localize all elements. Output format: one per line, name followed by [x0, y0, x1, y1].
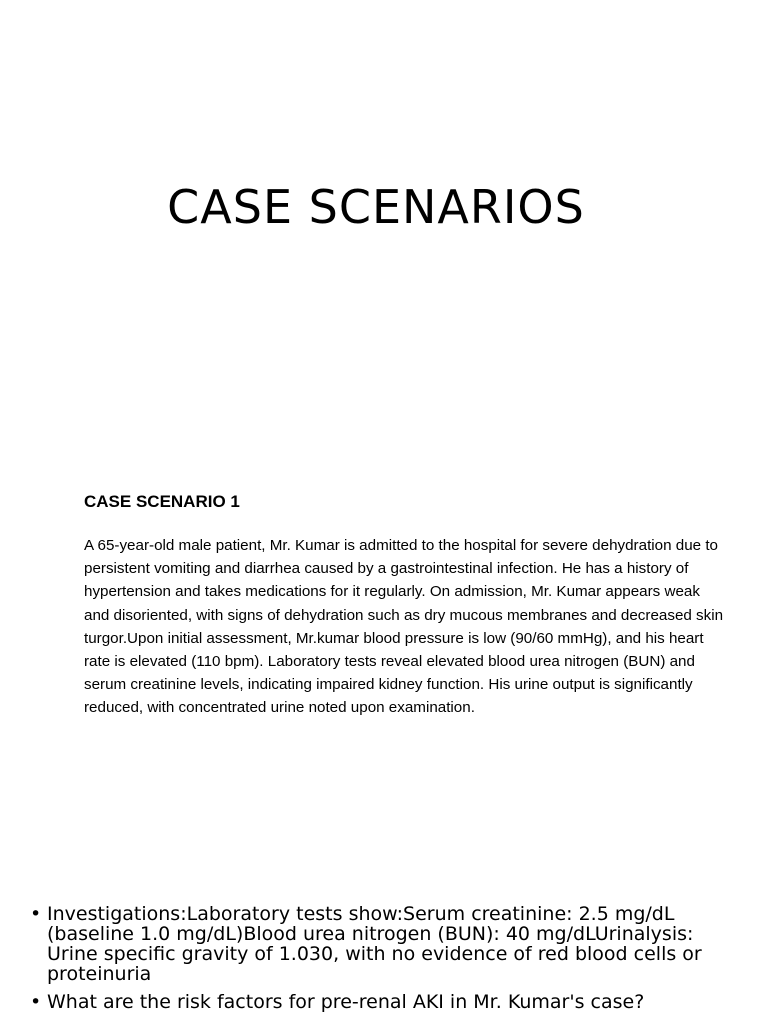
bullet-item-question	[30, 992, 730, 1012]
case-heading: CASE SCENARIO 1	[84, 492, 240, 511]
bullet-text: What are the risk factors for pre-renal AKI in Mr. Kumar's case?	[47, 991, 645, 1013]
bullet-text: Investigations:Laboratory tests show:Serum creatinine: 2.5 mg/dL (baseline 1.0 mg/dL)Blood urea nitrogen (BUN): 40 mg/dLUrinalysis: Urine specific gravity of 1.030, with no evidence of red blood cells or proteinuria	[47, 903, 702, 985]
bullet-list	[30, 904, 730, 1020]
slide-title: CASE SCENARIOS	[167, 180, 585, 234]
bullet-icon: •	[30, 991, 42, 1013]
bullet-item-investigations	[30, 904, 730, 984]
case-scenario-block	[84, 492, 724, 720]
case-description: A 65-year-old male patient, Mr. Kumar is admitted to the hospital for severe dehydration due to persistent vomiting and diarrhea caused by a gastrointestinal infection. He has a history of hypertension and takes medications for it regularly. On admission, Mr. Kumar appears weak and disoriented, with signs of dehydration such as dry mucous membranes and decreased skin turgor.Upon initial assessment, Mr.kumar blood pressure is low (90/60 mmHg), and his heart rate is elevated (110 bpm). Laboratory tests reveal elevated blood urea nitrogen (BUN) and serum creatinine levels, indicating impaired kidney function. His urine output is significantly reduced, with concentrated urine noted upon examination.	[84, 537, 724, 717]
bullet-icon: •	[30, 903, 42, 925]
